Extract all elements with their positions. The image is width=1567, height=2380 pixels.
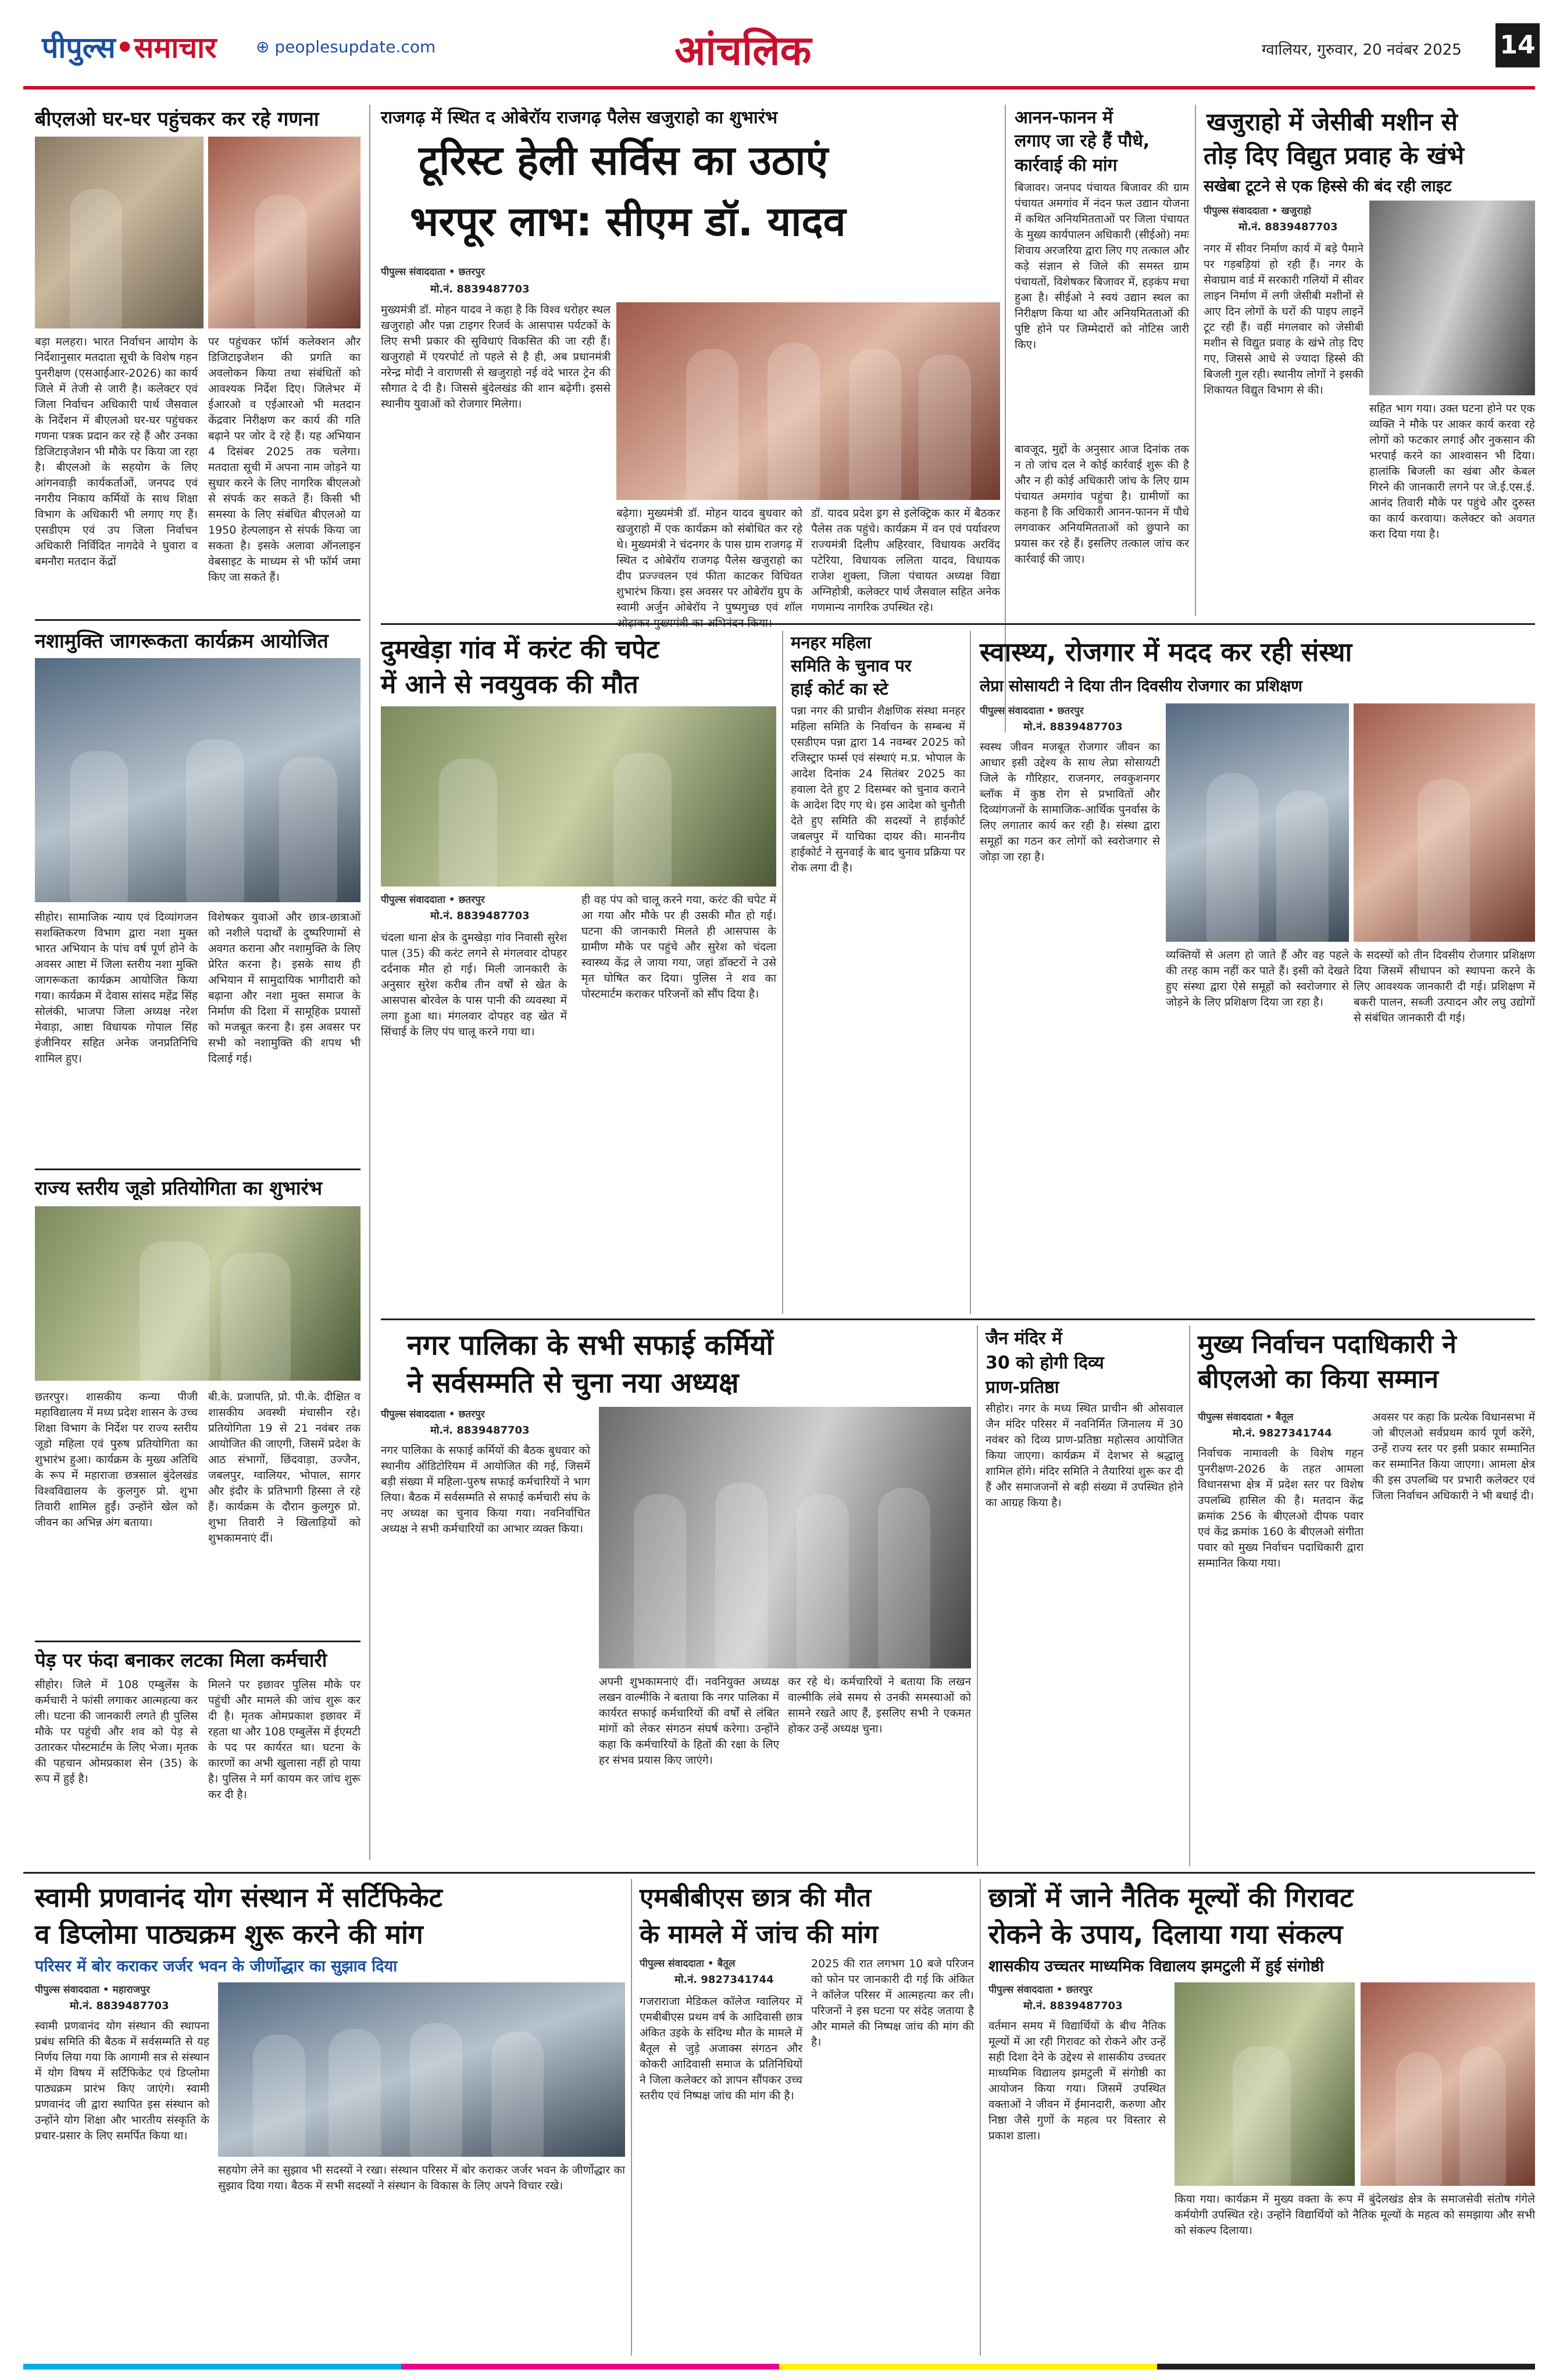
nasha-photo <box>35 658 360 902</box>
aanan-headline-1: आनन-फानन में <box>1015 108 1113 128</box>
lepra-headline: स्वास्थ्य, रोजगार में मदद कर रही संस्था <box>980 637 1352 667</box>
yoga-body-2: सहयोग लेने का सुझाव भी सदस्यों ने रखा। संस्थान परिसर में बोर कराकर जर्जर भवन के जीर्णोद्धार का सुझाव दिया गया। बैठक में सभी सदस्यों ने संस्थान के विकास के लिए अपने विचार रखे। <box>218 2164 625 2192</box>
judo-body: छतरपुर। शासकीय कन्या पीजी महाविद्यालय में मध्य प्रदेश शासन के उच्च शिक्षा विभाग के निर्देश पर राज्य स्तरीय जूडो महिला एवं पुरुष प्रतियोगिता का शुभारंभ हुआ। कार्यक्रम के मुख्य अतिथि के रूप में महाराजा छत्रसाल बुंदेलखंड विश्वविद्यालय के कुलगुरु प्रो. शुभा तिवारी शामिल हुईं। उन्होंने खेल को जीवन का अभिन्न अंग बताया। <box>35 1391 198 1529</box>
blo-headline: बीएलओ घर-घर पहुंचकर कर रहे गणना <box>35 108 319 131</box>
logo-dot-icon: • <box>115 31 134 65</box>
heli-headline-2: भरपूर लाभ: सीएम डॉ. यादव <box>410 198 846 245</box>
lepra-photo-2 <box>1354 703 1535 942</box>
blo-body-2: पर पहुंचकर फॉर्म कलेक्शन और डिजिटाइजेशन की प्रगति का अवलोकन किया तथा संबंधितों को आवश्यक निर्देश दिए। जिलेभर में ईआरओ व एईआरओ भी मतदान केंद्रवार निरीक्षण कर कार्य की गति बढ़ाने पर जोर दे रहे हैं। यह अभियान 4 दिसंबर 2025 तक चलेगा। मतदाता सूची में अपना नाम जोड़ने या सुधार करने के लिए नागरिक बीएलओ से संपर्क कर सकते हैं। किसी भी समस्या के लिए संबंधित बीएलओ या 1950 हेल्पलाइन से संपर्क किया जा सकता है। इसके अलावा ऑनलाइन वेबसाइट के माध्यम से भी फॉर्म जमा किए जा सकते हैं। <box>208 335 360 584</box>
karant-body: चंदला थाना क्षेत्र के दुमखेड़ा गांव निवासी सुरेश पाल (35) की करंट लगने से मंगलवार दोपहर दर्दनाक मौत हो गई। मिली जानकारी के अनुसार सुरेश करीब तीन वर्षों से खेत के आसपास बोरवेल के पास पानी की व्यवस्था में लगा हुआ था। मंगलवार दोपहर वह खेत में सिंचाई के लिए पंप चालू करने गया था। <box>381 931 567 1038</box>
aanan-body-2: बावजूद, मुद्दों के अनुसार आज दिनांक तक न तो जांच दल ने कोई कार्रवाई शुरू की है और न ही कोई अधिकारी जांच के लिए ग्राम पंचायत अमगांव पहुंचा है। ग्रामीणों का कहना है कि अधिकारी आनन-फानन में पौधे लगवाकर अनियमितताओं को छुपाने का प्रयास कर रहे हैं। इसलिए तत्काल जांच कर कार्रवाई की जाए। <box>1015 443 1189 566</box>
mbbs-byline: पीपुल्स संवाददाता • बैतूल <box>640 1958 736 1970</box>
jain-headline-1: जैन मंदिर में <box>986 1328 1062 1349</box>
khajuraho-body-2: सहित भाग गया। उक्त घटना होने पर एक व्यक्ति ने मौके पर आकर कार्य करवा रहे लोगों को फटकार लगाई और नुकसान की भरपाई करने का आश्वासन भी दिया। हालांकि बिजली का खंबा और केबल गिरने की जानकारी लगने पर जे.ई.एस.ई. आनंद तिवारी मौके पर पहुंचे और दुरुस्त का कार्य करवाया। कलेक्टर को अवगत करा दिया गया है। <box>1369 402 1535 541</box>
nagar-headline-1: नगर पालिका के सभी सफाई कर्मियों <box>407 1329 774 1361</box>
aanan-body: बिजावर। जनपद पंचायत बिजावर की ग्राम पंचायत अमगांव में नंदन फल उद्यान योजना में कथित अनियमितताओं पर जिला पंचायत के मुख्य कार्यपालन अधिकारी (सीईओ) नमः शिवाय अरजरिया द्वारा लिए गए तत्काल और कड़े संज्ञान से जिले की समस्त ग्राम पंचायतों, विशेषकर बिजावर में, हड़कंप मचा हुआ है। सीईओ ने स्वयं उद्यान स्थल का निरीक्षण किया था और अनियमितताओं की पुष्टि होने पर जिम्मेदारों को नोटिस जारी किए। <box>1015 181 1189 351</box>
khajuraho-headline-1: खजुराहो में जेसीबी मशीन से <box>1207 108 1458 136</box>
nasha-body: सीहोर। सामाजिक न्याय एवं दिव्यांगजन सशक्तिकरण विभाग द्वारा नशा मुक्त भारत अभियान के पांच वर्ष पूर्ण होने के अवसर आष्टा में जिला स्तरीय नशा मुक्ति जागरूकता कार्यक्रम आयोजित किया गया। कार्यक्रम में देवास सांसद महेंद्र सिंह सोलंकी, भाजपा जिला अध्यक्ष नरेश मेवाड़ा, आष्टा विधायक गोपाल सिंह इंजीनियर सहित अनेक जनप्रतिनिधि शामिल हुए। <box>35 911 198 1065</box>
mbbs-phone: मो.नं. 9827341744 <box>674 1974 774 1986</box>
karant-phone: मो.नं. 8839487703 <box>430 910 530 922</box>
naitik-photo <box>1175 1982 1355 2186</box>
website-link[interactable]: ⊕ peoplesupdate.com <box>256 37 436 56</box>
section-title: आंचलिक <box>674 27 812 74</box>
lepra-photo <box>1166 703 1349 942</box>
khajuraho-subhead: सखेबा टूटने से एक हिस्से की बंद रही लाइट <box>1204 177 1452 195</box>
masthead-rule <box>23 86 1535 90</box>
heli-body-3: डॉ. यादव प्रदेश ड्रग से इलेक्ट्रिक कार में बैठकर पैलेस तक पहुंचे। कार्यक्रम में वन एवं पर्यावरण राज्यमंत्री दिलीप अहिरवार, विधायक अरविंद पटेरिया, विधायक ललिता यादव, विधायक राजेश शुक्ला, जिला पंचायत अध्यक्ष विद्या अग्निहोत्री, कलेक्टर पार्थ जैसवाल सहित अनेक गणमान्य नागरिक उपस्थित रहे। <box>811 507 1000 614</box>
mbbs-body-2: 2025 की रात लगभग 10 बजे परिजन को फोन पर जानकारी दी गई कि अंकित ने कॉलेज परिसर में आत्महत्या कर ली। परिजनों ने इस घटना पर संदेह जताया है और मामले की निष्पक्ष जांच की मांग की है। <box>811 1957 974 2049</box>
naitik-headline-1: छात्रों में जाने नैतिक मूल्यों की गिरावट <box>988 1882 1354 1913</box>
nirvachan-body: निर्वाचक नामावली के विशेष गहन पुनरीक्षण-2026 के तहत आमला विधानसभा क्षेत्र में प्रदेश स्तर पर विशेष उपलब्धि हासिल की है। मतदान केंद्र क्रमांक 256 के बीएलओ दीपक पवार एवं केंद्र क्रमांक 160 के बीएलओ संगीता पवार को मुख्य निर्वाचन पदाधिकारी द्वारा सम्मानित किया गया। <box>1198 1447 1363 1570</box>
naitik-body-2: किया गया। कार्यक्रम में मुख्य वक्ता के रूप में बुंदेलखंड क्षेत्र के समाजसेवी संतोष गंगेले कर्मयोगी उपस्थित रहे। उन्होंने विद्यार्थियों को नैतिक मूल्यों के महत्व को समझाया और सभी को संकल्प दिलाया। <box>1175 2193 1535 2237</box>
nasha-body-2: विशेषकर युवाओं और छात्र-छात्राओं को नशीले पदार्थों के दुष्परिणामों से अवगत कराना और नशामुक्ति के लिए प्रेरित करना है। इसके साथ ही अभियान में सामुदायिक भागीदारी को बढ़ाना और नशा मुक्त समाज के निर्माण की दिशा में सामूहिक प्रयासों को मजबूत करना है। इस अवसर पर सभी को नशामुक्ति की शपथ भी दिलाई गई। <box>208 911 360 1065</box>
yoga-headline-2: व डिप्लोमा पाठ्यक्रम शुरू करने की मांग <box>35 1918 423 1950</box>
heli-headline-1: टूरिस्ट हेली सर्विस का उठाएं <box>419 137 829 184</box>
naitik-phone: मो.नं. 8839487703 <box>1023 2000 1123 2012</box>
yoga-photo <box>218 1982 625 2157</box>
heli-byline: पीपुल्स संवाददाता • छतरपुर <box>381 266 485 278</box>
blo-photo-2 <box>208 137 360 328</box>
naitik-byline: पीपुल्स संवाददाता • छतरपुर <box>988 1984 1093 1996</box>
lepra-body: स्वस्थ जीवन मजबूत रोजगार जीवन का आधार इसी उद्देश्य के साथ लेप्रा सोसायटी जिले के गौरिहार, राजनगर, लवकुशनगर ब्लॉक में कुष्ठ रोग से प्रभावितों और दिव्यांगजनों के सामाजिक-आर्थिक पुनर्वास के लिए लगातार कार्य कर रही है। संस्था द्वारा समूहों का गठन कर लोगों को स्वरोजगार से जोड़ा जा रहा है। <box>980 741 1160 863</box>
fanda-headline: पेड़ पर फंदा बनाकर लटका मिला कर्मचारी <box>35 1649 327 1671</box>
naitik-headline-2: रोकने के उपाय, दिलाया गया संकल्प <box>988 1918 1343 1950</box>
karant-byline: पीपुल्स संवाददाता • छतरपुर <box>381 894 485 906</box>
nagar-byline: पीपुल्स संवाददाता • छतरपुर <box>381 1409 485 1420</box>
nagar-photo <box>599 1407 971 1668</box>
naitik-photo-2 <box>1361 1982 1535 2186</box>
naitik-subhead: शासकीय उच्चतर माध्यमिक विद्यालय झमटुली में हुई संगोष्ठी <box>988 1957 1324 1975</box>
footer-color-bar <box>23 2364 1535 2370</box>
yoga-body: स्वामी प्रणवानंद योग संस्थान की स्थापना प्रबंध समिति की बैठक में सर्वसम्मति से यह निर्णय लिया गया कि आगामी सत्र से संस्थान में योग विषय में सर्टिफिकेट एवं डिप्लोमा पाठ्यक्रम प्रारंभ किए जाएंगे। स्वामी प्रणवानंद जी द्वारा स्थापित इस संस्थान को उन्होंने योग शिक्षा और भारतीय संस्कृति के प्रचार-प्रसार के लिए समर्पित किया था। <box>35 2020 209 2142</box>
heli-body-2: बढ़ेगा। मुख्यमंत्री डॉ. मोहन यादव बुधवार को खजुराहो में एक कार्यक्रम को संबोधित कर रहे थे। मुख्यमंत्री ने चंदनगर के पास ग्राम राजगढ़ में स्थित द ओबेरॉय राजगढ़ पैलेस खजुराहो का दीप प्रज्ज्वलन एवं फीता काटकर विधिवत शुभारंभ किया। इस अवसर पर ओबेरॉय ग्रुप के स्वामी अर्जुन ओबेरॉय ने पुष्पगुच्छ एवं शॉल <box>616 507 802 614</box>
karant-headline-2: में आने से नवयुवक की मौत <box>381 670 638 699</box>
judo-headline: राज्य स्तरीय जूडो प्रतियोगिता का शुभारंभ <box>35 1177 323 1199</box>
khajuraho-body: नगर में सीवर निर्माण कार्य में बड़े पैमाने पर गड़बड़ियां हो रही हैं। नगर के सेवाग्राम वार्ड में सरकारी गलियों में सीवर लाइन निर्माण में लगी जेसीबी मशीनों से आए दिन लोगों के घरों की पाइप लाइनें टूट रही हैं। वहीं मंगलवार को जेसीबी मशीन से विद्युत प्रवाह के खंभे तोड़ दिए गए, जिससे आधे से ज्यादा हिस्से की बिजली गुल रही। स्थानीय लोगों ने इसकी शिकायत विद्युत विभाग से की। <box>1204 242 1363 396</box>
manhar-body: पन्ना नगर की प्राचीन शैक्षणिक संस्था मनहर महिला समिति के निर्वाचन के सम्बन्ध में एसडीएम पन्ना द्वारा 14 नवम्बर 2025 को रजिस्ट्रार फर्म्स एवं संस्थाएं म.प्र. भोपाल के आदेश दिनांक 24 सितंबर 2025 का हवाला देते हुए 2 दिसम्बर को चुनाव कराने के आदेश दिए गए थे। इस आदेश को चुनौती देते हुए समिति की सदस्यों ने हाईकोर्ट जबलपुर में याचिका दायर की। माननीय हाईकोर्ट ने सुनवाई के बाद चुनाव प्रक्रिया पर रोक लगा दी है। <box>791 705 965 874</box>
nagar-body-3: कर रहे थे। कर्मचारियों ने बताया कि लखन वाल्मीकि लंबे समय से उनकी समस्याओं को सामने रखते आए हैं, इसलिए सभी ने एकमत होकर उन्हें अध्यक्ष चुना। <box>788 1675 971 1735</box>
naitik-body: वर्तमान समय में विद्यार्थियों के बीच नैतिक मूल्यों में आ रही गिरावट को रोकने और उन्हें सही दिशा देने के उद्देश्य से शासकीय उच्चतर माध्यमिक विद्यालय झमटुली में संगोष्ठी का आयोजन किया गया। जिसमें उपस्थित वक्ताओं ने जीवन में ईमानदारी, करुणा और निष्ठा जैसे गुणों के महत्व पर विस्तार से प्रकाश डाला। <box>988 2020 1166 2142</box>
blo-photo <box>35 137 204 328</box>
mbbs-headline-2: के मामले में जांच की मांग <box>640 1920 879 1949</box>
lepra-subhead: लेप्रा सोसायटी ने दिया तीन दिवसीय रोजगार का प्रशिक्षण <box>980 677 1302 695</box>
nagar-body: नगर पालिका के सफाई कर्मियों की बैठक बुधवार को स्थानीय ऑडिटोरियम में आयोजित की गई, जिसमें बड़ी संख्या में महिला-पुरुष सफाई कर्मचारियों ने भाग लिया। बैठक में सर्वसम्मति से सफाई कर्मचारी संघ के नए अध्यक्ष का चुनाव किया गया। नवनिर्वाचित अध्यक्ष ने सभी कर्मचारियों का आभार व्यक्त किया। <box>381 1444 590 1535</box>
heli-body: मुख्यमंत्री डॉ. मोहन यादव ने कहा है कि विश्व धरोहर स्थल खजुराहो और पन्ना टाइगर रिजर्व के आसपास पर्यटकों के लिए सभी प्रकार की सुविधाएं विकसित की जा रही हैं। खजुराहो में एयरपोर्ट तो पहले से है ही, अब प्रधानमंत्री नरेन्द्र मोदी ने वाराणसी से खजुराहो नई वंदे भारत ट्रेन की सौगात दे दी है। जिससे बुंदेलखंड की शान बढ़ेगी। इससे स्थानीय युवाओं को रोजगार मिलेगा। <box>381 303 611 410</box>
masthead <box>0 0 1557 99</box>
aanan-headline-3: कार्रवाई की मांग <box>1015 155 1118 176</box>
jain-headline-2: 30 को होगी दिव्य <box>986 1353 1104 1373</box>
page-number: 14 <box>1500 30 1536 60</box>
heli-kicker: राजगढ़ में स्थित द ओबेरॉय राजगढ़ पैलेस खजुराहो का शुभारंभ <box>381 108 778 128</box>
khajuraho-byline: पीपुल्स संवाददाता • खजुराहो <box>1204 205 1311 217</box>
nirvachan-byline: पीपुल्स संवाददाता • बैतूल <box>1198 1411 1294 1423</box>
nirvachan-headline-2: बीएलओ का किया सम्मान <box>1198 1364 1439 1394</box>
lepra-byline: पीपुल्स संवाददाता • छतरपुर <box>980 705 1084 717</box>
manhar-headline-2: समिति के चुनाव पर <box>791 656 912 676</box>
dateline: ग्वालियर, गुरुवार, 20 नवंबर 2025 <box>1262 41 1462 59</box>
fanda-body-2: मिलने पर इछावर पुलिस मौके पर पहुंची और मामले की जांच शुरू कर दी है। मृतक ओमप्रकाश इछावर में रहता था और 108 एम्बुलेंस में ईएमटी के पद पर कार्यरत था। घटना के कारणों का अभी खुलासा नहीं हो पाया है। पुलिस ने मर्ग कायम कर जांच शुरू कर दी है। <box>208 1678 360 1801</box>
page-number-badge <box>1495 23 1540 67</box>
aanan-headline-2: लगाए जा रहे हैं पौधे, <box>1015 131 1150 151</box>
judo-photo <box>35 1206 360 1381</box>
fanda-body: सीहोर। जिले में 108 एम्बुलेंस के कर्मचारी ने फांसी लगाकर आत्महत्या कर ली। घटना की जानकारी लगते ही पुलिस मौके पर पहुंची और शव को पेड़ से उतारकर पोस्टमार्टम के लिए भेजा। मृतक की पहचान ओमप्रकाश सेन (35) के रूप में हुई है। <box>35 1678 198 1785</box>
mbbs-body: गजराराजा मेडिकल कॉलेज ग्वालियर में एमबीबीएस प्रथम वर्ष के आदिवासी छात्र अंकित उइके के संदिग्ध मौत के मामले में बैतूल से जुड़े अजाक्स संगठन और कोकरी आदिवासी समाज के प्रतिनिधियों ने जिला कलेक्टर को ज्ञापन सौंपकर उच्च स्तरीय एवं निष्पक्ष जांच की मांग की है। <box>640 1995 802 2102</box>
nirvachan-phone: मो.नं. 9827341744 <box>1233 1427 1332 1439</box>
nagar-headline-2: ने सर्वसम्मति से चुना नया अध्यक्ष <box>407 1367 739 1399</box>
khajuraho-headline-2: तोड़ दिए विद्युत प्रवाह के खंभे <box>1204 141 1465 170</box>
karant-body-2: ही वह पंप को चालू करने गया, करंट की चपेट में आ गया और मौके पर ही उसकी मौत हो गई। घटना की जानकारी मिलते ही आसपास के ग्रामीण मौके पर पहुंचे और सुरेश को चंदला स्वास्थ्य केंद्र ले जाया गया, जहां डॉक्टरों ने उसे मृत घोषित कर दिया। पुलिस ने शव का पोस्टमार्टम कराकर परिजनों को सौंप दिया है। <box>581 894 776 1000</box>
paper-logo <box>42 27 216 66</box>
manhar-headline-1: मनहर महिला <box>791 632 872 652</box>
jain-headline-3: प्राण-प्रतिष्ठा <box>986 1377 1059 1398</box>
lepra-body-2: व्यक्तियों से अलग हो जाते हैं और वह पहले की तरह काम नहीं कर पाते हैं। इसी को देखते हुए संस्था द्वारा ऐसे समूहों को स्वरोजगार से जोड़ने के लिए प्रशिक्षण दिया जा रहा है। <box>1166 949 1349 1009</box>
yoga-byline: पीपुल्स संवाददाता • महाराजपुर <box>35 1984 150 1996</box>
yoga-phone: मो.नं. 8839487703 <box>70 2000 169 2012</box>
lepra-phone: मो.नं. 8839487703 <box>1023 721 1123 733</box>
yoga-headline-1: स्वामी प्रणवानंद योग संस्थान में सर्टिफिकेट <box>35 1882 442 1913</box>
nasha-headline: नशामुक्ति जागरूकता कार्यक्रम आयोजित <box>35 630 329 653</box>
nirvachan-body-2: अवसर पर कहा कि प्रत्येक विधानसभा में जो बीएलओ सर्वप्रथम कार्य पूर्ण करेंगे, उन्हें राज्य स्तर पर इसी प्रकार सम्मानित कर सम्मानित किया जाएगा। आमला क्षेत्र की इस उपलब्धि पर प्रभारी कलेक्टर एवं जिला निर्वाचन अधिकारी ने भी बधाई दी। <box>1372 1411 1535 1502</box>
jain-body: सीहोर। नगर के मध्य स्थित प्राचीन श्री ओसवाल जैन मंदिर परिसर में नवनिर्मित जिनालय में 30 नवंबर को दिव्य प्राण-प्रतिष्ठा महोत्सव आयोजित किया जाएगा। कार्यक्रम में देशभर से श्रद्धालु शामिल होंगे। मंदिर समिति ने तैयारियां शुरू कर दी हैं और समाजजनों से बड़ी संख्या में उपस्थित होने का आग्रह किया है। <box>986 1402 1183 1509</box>
nagar-phone: मो.नं. 8839487703 <box>430 1424 530 1436</box>
judo-body-2: बी.के. प्रजापति, प्रो. पी.के. दीक्षित व शासकीय अवस्थी मंचासीन रहे। प्रतियोगिता 19 से 21 नवंबर तक आयोजित की जाएगी, जिसमें प्रदेश के आठ संभागों, छिंदवाड़ा, उज्जैन, जबलपुर, ग्वालियर, भोपाल, सागर और इंदौर के प्रतिभागी हिस्सा ले रहे हैं। कार्यक्रम के दौरान कुलगुरु प्रो. शुभा तिवारी ने खिलाड़ियों को शुभकामनाएं दीं। <box>208 1391 360 1545</box>
globe-icon: ⊕ <box>256 37 275 56</box>
karant-headline-1: दुमखेड़ा गांव में करंट की चपेट <box>381 635 659 664</box>
heli-photo <box>616 302 1000 500</box>
yoga-subhead: परिसर में बोर कराकर जर्जर भवन के जीर्णोद्धार का सुझाव दिया <box>35 1957 398 1975</box>
mbbs-headline-1: एमबीबीएस छात्र की मौत <box>640 1883 872 1913</box>
nirvachan-headline-1: मुख्य निर्वाचन पदाधिकारी ने <box>1198 1330 1457 1359</box>
paper-name-b: समाचार <box>134 31 217 65</box>
heli-phone: मो.नं. 8839487703 <box>430 283 530 295</box>
blo-body: बड़ा मलहरा। भारत निर्वाचन आयोग के निर्देशानुसार मतदाता सूची के विशेष गहन पुनरीक्षण (एसआईआर-2026) का कार्य जिले में तेजी से जारी है। कलेक्टर एवं जिला निर्वाचन अधिकारी पार्थ जैसवाल के निर्देशन में बीएलओ घर-घर पहुंचकर गणना पत्रक प्रदान कर रहे हैं और उनका डिजिटाइजेशन भी मौके पर किया जा रहा है। बीएलओ के सहयोग के लिए आंगनवाड़ी कार्यकर्ताओं, जनपद एवं नगरीय निकाय कर्मियों के साथ शिक्षा विभाग के अधिकारी भी लगाए गए हैं। एसडीएम एवं उप जिला निर्वाचन अधिकारी निर्विदित नागदेवे ने घुवारा व बमनौरा मतदान केंद्रों <box>35 335 198 568</box>
nagar-body-2: अपनी शुभकामनाएं दीं। नवनियुक्त अध्यक्ष लखन वाल्मीकि ने बताया कि नगर पालिका में कार्यरत सफाई कर्मचारियों की वर्षों से लंबित मांगों को लेकर संगठन संघर्ष करेगा। उन्होंने कहा कि कर्मचारियों के हितों की रक्षा के लिए हर संभव प्रयास किए जाएंगे। <box>599 1675 779 1767</box>
khajuraho-phone: मो.नं. 8839487703 <box>1238 221 1338 233</box>
khajuraho-photo <box>1369 201 1535 395</box>
lepra-body-3: के सदस्यों को तीन दिवसीय रोजगार प्रशिक्षण दिया जिसमें सीधापन को स्थापना करने के लिए आवश्यक जानकारी दी गई। प्रशिक्षण में बकरी पालन, सब्जी उत्पादन और लघु उद्योगों से संबंधित जानकारी दी गई। <box>1354 949 1535 1024</box>
manhar-headline-3: हाई कोर्ट का स्टे <box>791 679 888 699</box>
paper-name-a: पीपुल्स <box>42 31 116 65</box>
karant-photo <box>381 706 776 887</box>
